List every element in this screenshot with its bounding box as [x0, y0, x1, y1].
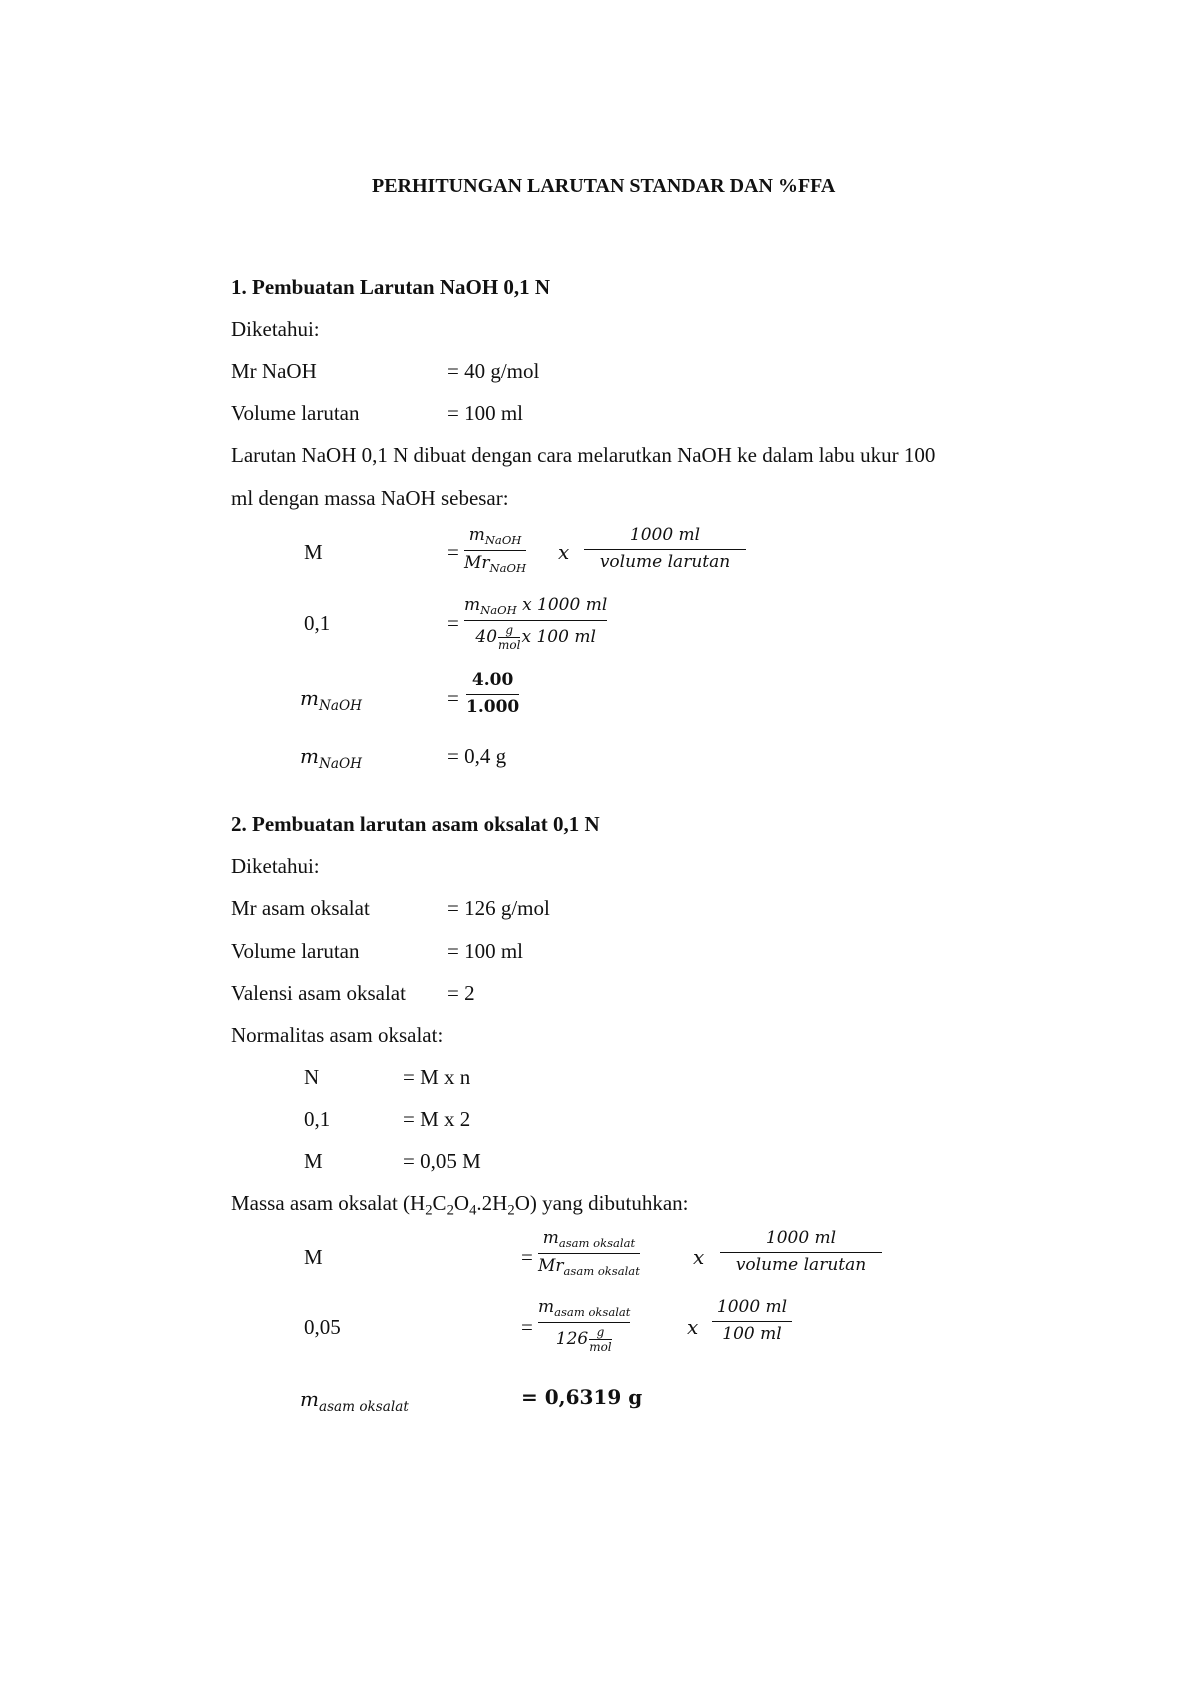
g: g	[505, 623, 514, 638]
naoh-eq3-equals: =	[447, 686, 459, 710]
naoh-description-line2: ml dengan massa NaOH sebesar:	[231, 486, 509, 510]
naoh-eq1-times: x	[558, 540, 570, 564]
sub-naoh: NaOH	[484, 533, 522, 548]
naoh-mr-value: = 40 g/mol	[447, 359, 540, 383]
section1-known-label: Diketahui:	[231, 317, 320, 341]
subscript: 2	[446, 1202, 454, 1219]
text: C	[432, 1191, 447, 1215]
oxalic-volume-label: Volume larutan	[231, 939, 360, 963]
oxalic-eq2-equals: =	[521, 1315, 533, 1339]
text: O	[453, 1191, 470, 1215]
naoh-eq2-fraction	[464, 596, 607, 651]
text: .2H	[476, 1191, 508, 1215]
oxalic-eq2-times: x	[687, 1315, 699, 1339]
numerator: 1000 ml	[629, 525, 701, 545]
fraction-bar	[538, 1253, 640, 1254]
normality-eq2-rhs: = M x 2	[403, 1107, 471, 1131]
naoh-eq1-equals: =	[447, 540, 459, 564]
oxalic-eq3-lhs	[300, 1389, 409, 1414]
den-126: 126	[555, 1329, 589, 1350]
oxalic-mass-intro	[231, 1193, 689, 1218]
normality-eq2-lhs: 0,1	[304, 1107, 331, 1131]
g-per-mol-fraction	[589, 1326, 611, 1353]
fraction-bar	[712, 1321, 792, 1322]
fraction-bar	[538, 1322, 630, 1323]
subscript: 2	[425, 1202, 433, 1219]
text: O) yang dibutuhkan:	[514, 1191, 689, 1215]
section2-known-label: Diketahui:	[231, 854, 320, 878]
subscript: 2	[507, 1202, 515, 1219]
oxalic-eq1-fraction-volume	[720, 1229, 882, 1275]
oxalic-eq2-lhs: 0,05	[304, 1315, 341, 1339]
sub-naoh: NaOH	[318, 755, 362, 772]
denominator: 1.000	[466, 696, 520, 717]
normality-eq3-rhs: = 0,05 M	[403, 1149, 481, 1173]
oxalic-mr-label: Mr asam oksalat	[231, 896, 370, 920]
var-m: m	[300, 1387, 319, 1411]
naoh-volume-value: = 100 ml	[447, 401, 524, 425]
oxalic-eq1-fraction-mass	[538, 1229, 640, 1279]
naoh-volume-label: Volume larutan	[231, 401, 360, 425]
text: Massa asam oksalat (H	[231, 1191, 426, 1215]
sub-asam-oksalat: asam oksalat	[554, 1305, 631, 1320]
naoh-eq4-lhs	[300, 746, 362, 771]
naoh-description-line1: Larutan NaOH 0,1 N dibuat dengan cara melarutkan NaOH ke dalam labu ukur 100	[231, 443, 936, 467]
oxalic-mr-value: = 126 g/mol	[447, 896, 550, 920]
fraction-bar	[584, 549, 746, 550]
oxalic-eq1-times: x	[693, 1245, 705, 1269]
var-mr: Mr	[538, 1256, 564, 1277]
denominator: volume larutan	[735, 1254, 867, 1275]
mol: mol	[498, 638, 521, 653]
oxalic-normality-label: Normalitas asam oksalat:	[231, 1023, 444, 1047]
naoh-eq2-equals: =	[447, 611, 459, 635]
sub-naoh: NaOH	[480, 603, 517, 618]
oxalic-valence-label: Valensi asam oksalat	[231, 981, 406, 1005]
normality-eq3-lhs: M	[304, 1149, 323, 1173]
numerator-rest: x 1000 ml	[522, 595, 608, 615]
g: g	[596, 1325, 605, 1340]
naoh-eq2-lhs: 0,1	[304, 611, 331, 635]
oxalic-eq3-value: = 0,6319 g	[521, 1385, 643, 1409]
var-m: m	[468, 525, 485, 545]
page-title: PERHITUNGAN LARUTAN STANDAR DAN %FFA	[372, 175, 836, 197]
oxalic-eq2-fraction-mass	[538, 1298, 630, 1353]
fraction-bar	[720, 1252, 882, 1253]
var-m: m	[538, 1297, 555, 1317]
oxalic-valence-value: = 2	[447, 981, 475, 1005]
sub-asam-oksalat: asam oksalat	[558, 1236, 636, 1251]
sub-naoh: NaOH	[489, 561, 527, 576]
den-40: 40	[475, 627, 498, 648]
naoh-eq3-lhs	[300, 688, 362, 713]
naoh-eq1-fraction-mass	[464, 526, 526, 576]
fraction-bar	[464, 550, 526, 551]
oxalic-eq1-lhs: M	[304, 1245, 323, 1269]
var-m: m	[300, 744, 319, 768]
normality-eq1-rhs: = M x n	[403, 1065, 471, 1089]
fraction-bar	[464, 620, 607, 621]
oxalic-volume-value: = 100 ml	[447, 939, 524, 963]
naoh-eq1-lhs: M	[304, 540, 323, 564]
fraction-bar	[466, 694, 519, 695]
section1-heading: 1. Pembuatan Larutan NaOH 0,1 N	[231, 275, 551, 299]
naoh-eq3-fraction	[466, 671, 519, 717]
oxalic-eq1-equals: =	[521, 1245, 533, 1269]
numerator: 1000 ml	[765, 1228, 837, 1248]
sub-naoh: NaOH	[318, 697, 362, 714]
var-m: m	[542, 1228, 559, 1248]
naoh-mr-label: Mr NaOH	[231, 359, 317, 383]
var-m: m	[300, 686, 319, 710]
section2-heading: 2. Pembuatan larutan asam oksalat 0,1 N	[231, 812, 600, 836]
var-m: m	[464, 595, 481, 615]
normality-eq1-lhs: N	[304, 1065, 320, 1089]
denominator: 100 ml	[722, 1323, 782, 1344]
mol: mol	[589, 1340, 612, 1355]
numerator: 1000 ml	[716, 1297, 788, 1317]
naoh-eq4-value: = 0,4 g	[447, 744, 507, 768]
numerator: 4.00	[471, 670, 514, 690]
oxalic-eq2-fraction-volume	[712, 1298, 792, 1344]
var-mr: Mr	[464, 553, 490, 574]
subscript: 4	[469, 1202, 477, 1219]
denominator: volume larutan	[599, 551, 731, 572]
g-per-mol-fraction	[498, 624, 520, 651]
sub-asam-oksalat: asam oksalat	[318, 1398, 409, 1415]
sub-asam-oksalat: asam oksalat	[563, 1264, 640, 1279]
den-rest: x 100 ml	[521, 627, 596, 648]
naoh-eq1-fraction-volume	[584, 526, 746, 572]
